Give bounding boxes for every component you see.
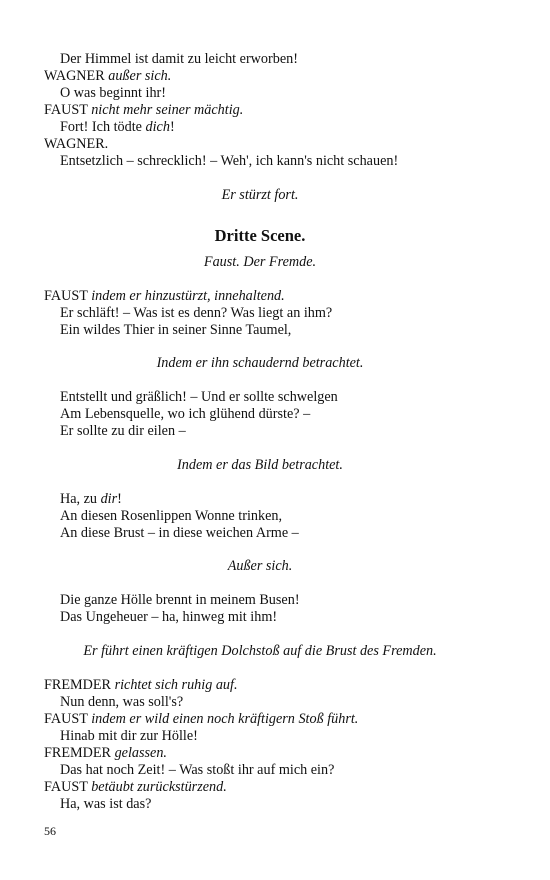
verse-text: Fort! Ich tödte — [60, 119, 146, 135]
speaker-line-faust — [44, 288, 285, 305]
verse-text: Ha, zu — [60, 491, 101, 507]
verse-line: An diesen Rosenlippen Wonne trinken, — [60, 508, 283, 524]
stage-direction-inline: nicht mehr seiner mächtig. — [91, 102, 244, 118]
verse-emphasis: dir — [100, 491, 118, 507]
verse-line: An diese Brust – in diese weichen Arme – — [60, 525, 299, 541]
verse-line: Nun denn, was soll's? — [60, 694, 184, 710]
speaker-line-fremder — [44, 745, 167, 762]
speaker-name: FREMDER — [44, 677, 112, 693]
speaker-name: WAGNER — [44, 68, 105, 84]
speaker-line-faust — [44, 711, 358, 728]
speaker-line-faust — [44, 779, 227, 796]
verse-line: Er sollte zu dir eilen – — [60, 423, 186, 439]
verse-line: Entstellt und gräßlich! – Und er sollte schwelgen — [60, 389, 338, 405]
stage-direction: Indem er ihn schaudernd betrachtet. — [156, 355, 364, 371]
verse-line: Das Ungeheuer – ha, hinweg mit ihm! — [60, 609, 278, 625]
verse-line: Ha, was ist das? — [60, 796, 152, 812]
verse-line: Entsetzlich – schrecklich! – Weh', ich kann's nicht schauen! — [60, 153, 399, 169]
verse-line: Der Himmel ist damit zu leicht erworben! — [60, 51, 298, 67]
speaker-name: FAUST — [44, 779, 88, 795]
verse-line: Ein wildes Thier in seiner Sinne Taumel, — [60, 322, 292, 338]
scene-heading: Dritte Scene. — [214, 226, 306, 245]
speaker-line-fremder — [44, 677, 238, 694]
speaker-name: FAUST — [44, 711, 88, 727]
stage-direction: Indem er das Bild betrachtet. — [177, 457, 343, 473]
speaker-name: FAUST — [44, 288, 88, 304]
stage-direction-inline: gelassen. — [114, 745, 167, 761]
speaker-line-faust — [44, 102, 243, 119]
speaker-line-wagner — [44, 68, 171, 85]
speaker-line-wagner — [44, 136, 108, 153]
verse-line — [60, 491, 122, 508]
verse-line: O was beginnt ihr! — [60, 85, 166, 101]
verse-emphasis: dich — [145, 119, 170, 135]
verse-text: ! — [117, 491, 122, 507]
verse-line: Das hat noch Zeit! – Was stoßt ihr auf mich ein? — [60, 762, 335, 778]
verse-text: ! — [169, 119, 175, 135]
verse-line: Die ganze Hölle brennt in meinem Busen! — [60, 592, 300, 608]
verse-line: Am Lebensquelle, wo ich glühend dürste? – — [60, 406, 311, 422]
stage-direction: Er stürzt fort. — [221, 187, 299, 203]
stage-direction-inline: richtet sich ruhig auf. — [114, 677, 238, 693]
stage-direction-inline: betäubt zurückstürzend. — [91, 779, 227, 795]
stage-direction-inline: indem er wild einen noch kräftigern Stoß führt. — [91, 711, 359, 727]
stage-direction-characters: Faust. Der Fremde. — [203, 254, 317, 270]
verse-line: Hinab mit dir zur Hölle! — [60, 728, 198, 744]
stage-direction: Er führt einen kräftigen Dolchstoß auf die Brust des Fremden. — [83, 643, 437, 659]
stage-direction: Außer sich. — [227, 558, 293, 574]
stage-direction-inline: außer sich. — [108, 68, 172, 84]
speaker-name: WAGNER. — [44, 136, 109, 152]
page-number: 56 — [44, 824, 56, 838]
stage-direction-inline: indem er hinzustürzt, innehaltend. — [91, 288, 285, 304]
verse-line: Er schläft! – Was ist es denn? Was liegt an ihm? — [60, 305, 333, 321]
verse-line — [60, 119, 175, 136]
speaker-name: FAUST — [44, 102, 88, 118]
speaker-name: FREMDER — [44, 745, 112, 761]
